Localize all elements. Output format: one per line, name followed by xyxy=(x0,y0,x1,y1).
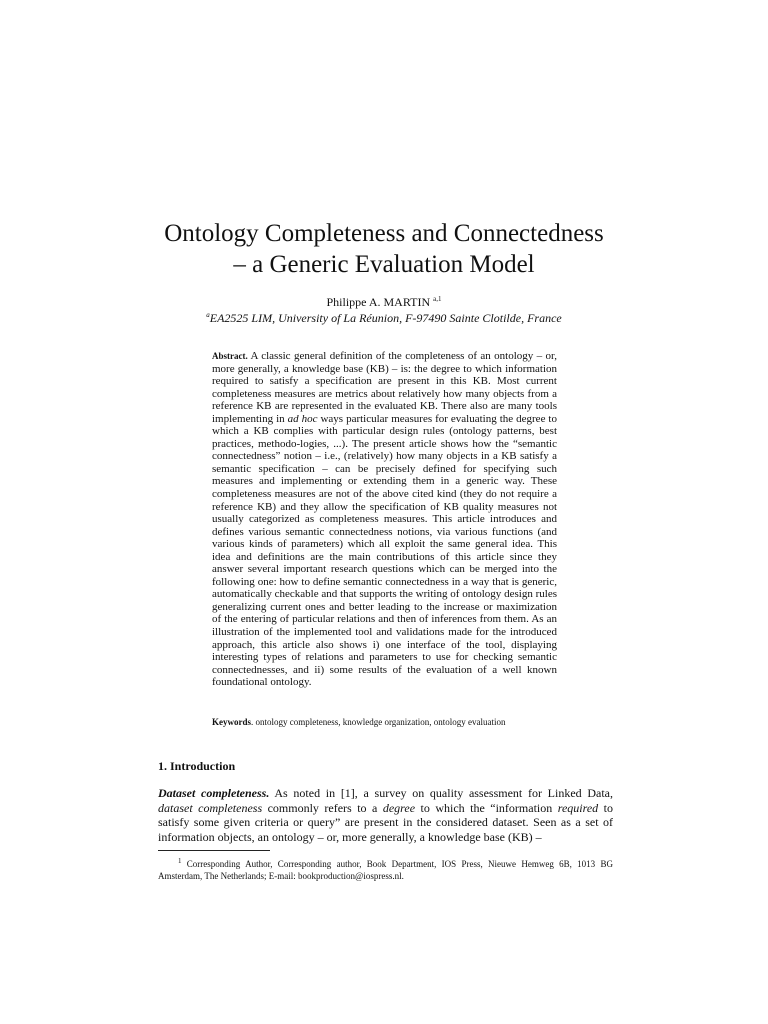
title-line-2: – a Generic Evaluation Model xyxy=(233,251,535,278)
abstract-label: Abstract. xyxy=(212,351,248,361)
footnote xyxy=(158,855,613,882)
intro-italic-1: dataset completeness xyxy=(158,800,263,815)
intro-text-1: As noted in [1], a survey on quality assessment for Linked Data, xyxy=(269,786,613,800)
affiliation-text: EA2525 LIM, University of La Réunion, F-97490 Sainte Clotilde, France xyxy=(209,311,562,325)
keywords xyxy=(212,716,572,728)
affiliation-mark: a xyxy=(206,311,210,319)
abstract xyxy=(212,350,557,689)
abstract-italic: ad hoc xyxy=(287,412,318,425)
title-line-1: Ontology Completeness and Connectedness xyxy=(164,220,604,247)
footnote-mark: 1 xyxy=(178,857,182,865)
intro-italic-2: degree xyxy=(382,800,416,815)
keywords-text: . ontology completeness, knowledge organization, ontology evaluation xyxy=(251,717,506,727)
abstract-text-1: A classic general definition of the completeness of an ontology – or, more generally, a knowledge base (KB) – is: the degree to which information required to satisfy a specification are present in this KB. Most current completeness measures are metrics about relatively how many objects from a reference KB are represented in the evaluated KB. There also are many tools implementing in xyxy=(212,350,557,425)
abstract-text-2: ways particular measures for evaluating the degree to which a KB complies with particular design rules (ontology patterns, best practices, methodo-logies, ...). The present article shows how the “semantic connectedness” notion – i.e., (relatively) how many objects in a KB satisfy a semantic specification – can be precisely defined for specifying such measures and implementing or extending them in a generic way. These completeness measures are not of the above cited kind (they do not require a reference KB) and they allow the specification of KB quality measures not usually categorized as completeness measures. This article introduces and defines various semantic connectedness notions, via various functions (and various kinds of parameters) which all exploit the same general idea. This idea and definitions are the main contributions of this article since they answer several important research questions which can be merged into the following one: how to define semantic connectedness in a way that is generic, automatically checkable and that supports the writing of ontology design rules generalizing current ones and better leading to the increase or maximization of the entering of particular relations and then of inferences from them. As an illustration of the implemented tool and validations made for the introduced approach, this article also shows i) one interface of the tool, displaying interesting types of relations and parameters to use for checking semantic connectednesses, and ii) some results of the evaluation of a well known foundational ontology. xyxy=(212,412,557,689)
keywords-label: Keywords xyxy=(212,717,251,727)
intro-italic-3: required xyxy=(557,800,599,815)
section-heading: 1. Introduction xyxy=(158,759,236,773)
affiliation-line xyxy=(0,308,768,326)
author-marks: a,1 xyxy=(433,295,442,303)
intro-text-4: to satisfy some given criteria or query” are present in the considered dataset. Seen as a set of information objects, an ontology – or, more generally, a knowledge base (KB) – xyxy=(158,800,613,844)
intro-text-3: to which the “information xyxy=(415,800,558,815)
footnote-text: Corresponding Author, Corresponding author, Book Department, IOS Press, Nieuwe Hemweg 6B, 1013 BG Amsterdam, The Netherlands; E-mail: bookproduction@iospress.nl. xyxy=(158,859,613,881)
paper-title xyxy=(0,218,768,280)
footnote-divider xyxy=(158,850,270,851)
intro-text-2: commonly refers to a xyxy=(262,800,383,815)
author-name: Philippe A. MARTIN xyxy=(326,295,431,309)
intro-paragraph xyxy=(158,786,613,844)
intro-lead: Dataset completeness. xyxy=(158,786,270,800)
